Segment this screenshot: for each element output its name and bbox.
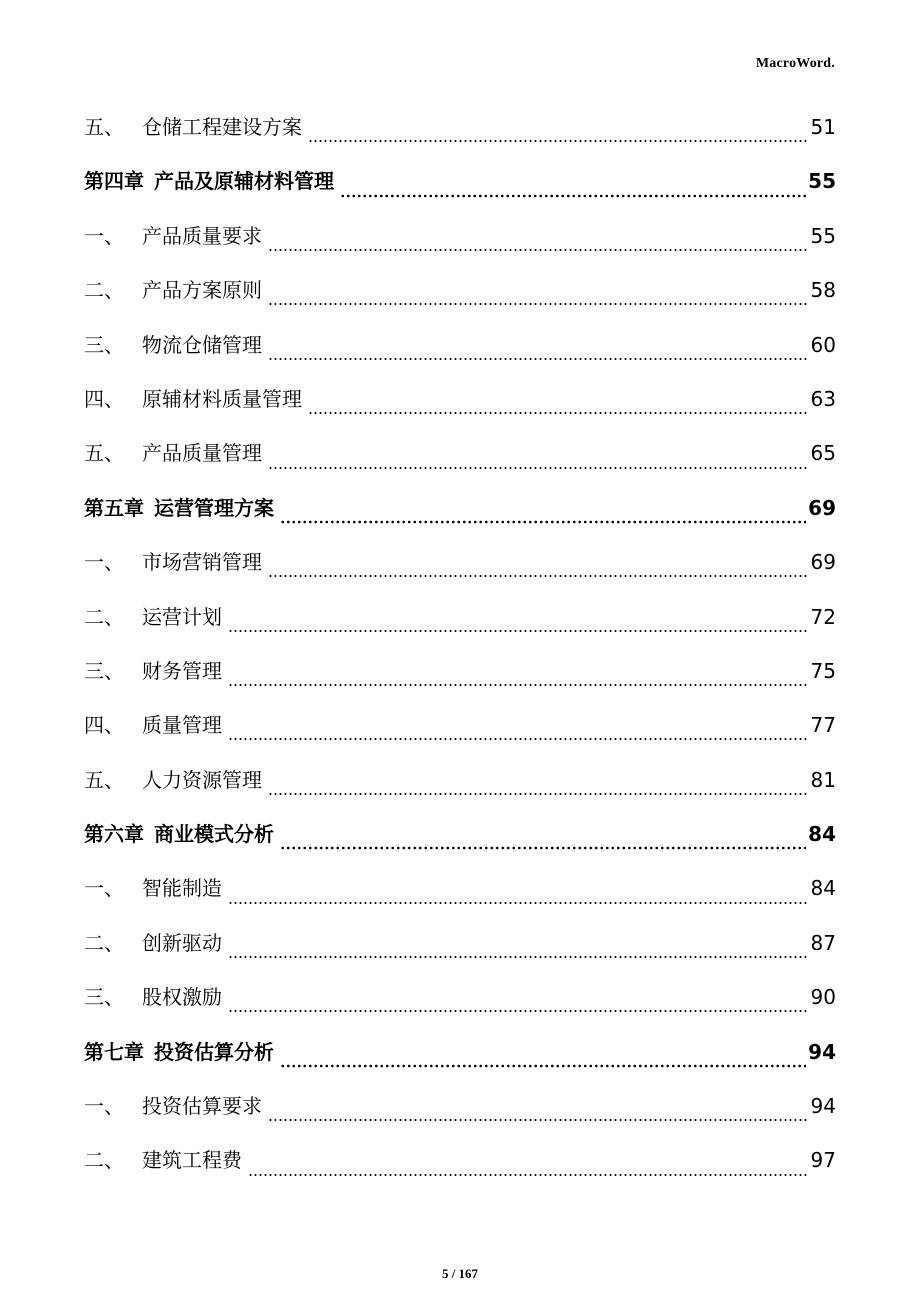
toc-chapter-entry[interactable] bbox=[84, 807, 836, 861]
toc-dot-leader bbox=[248, 1157, 809, 1177]
toc-chapter-entry[interactable] bbox=[84, 481, 836, 535]
toc-entry-title: 财务管理 bbox=[142, 658, 222, 683]
page-indicator: 5 / 167 bbox=[441, 1266, 479, 1281]
toc-entry-number: 五、 bbox=[84, 441, 124, 466]
toc-dot-leader bbox=[280, 1048, 806, 1068]
toc-entry-number: 三、 bbox=[84, 332, 124, 357]
toc-entry-page-number: 63 bbox=[810, 386, 836, 411]
toc-entry-title: 投资估算分析 bbox=[154, 1039, 274, 1064]
toc-chapter-entry[interactable] bbox=[84, 1025, 836, 1079]
toc-entry-number: 四、 bbox=[84, 713, 124, 738]
toc-entry-title: 股权激励 bbox=[142, 985, 222, 1010]
toc-entry-page-number: 84 bbox=[810, 876, 836, 901]
toc-section-entry[interactable] bbox=[84, 970, 836, 1024]
toc-entry-page-number: 58 bbox=[810, 278, 836, 303]
toc-dot-leader bbox=[308, 123, 809, 143]
toc-entry-page-number: 55 bbox=[810, 223, 836, 248]
toc-entry-page-number: 90 bbox=[810, 985, 836, 1010]
toc-entry-title: 产品质量管理 bbox=[142, 441, 262, 466]
toc-section-entry[interactable] bbox=[84, 426, 836, 480]
toc-entry-page-number: 55 bbox=[808, 169, 836, 194]
toc-entry-page-number: 94 bbox=[808, 1039, 836, 1064]
toc-entry-number: 五、 bbox=[84, 115, 124, 139]
toc-section-entry[interactable] bbox=[84, 590, 836, 644]
toc-dot-leader bbox=[280, 830, 806, 850]
toc-section-entry[interactable] bbox=[84, 209, 836, 263]
toc-dot-leader bbox=[228, 613, 809, 633]
toc-chapter-entry[interactable] bbox=[84, 154, 836, 208]
toc-entry-page-number: 60 bbox=[810, 332, 836, 357]
toc-entry-number: 二、 bbox=[84, 278, 124, 303]
toc-entry-title: 建筑工程费 bbox=[142, 1148, 242, 1173]
toc-entry-title: 仓储工程建设方案 bbox=[142, 115, 302, 139]
toc-dot-leader bbox=[228, 721, 809, 741]
toc-section-entry[interactable] bbox=[84, 263, 836, 317]
toc-entry-number: 一、 bbox=[84, 223, 124, 248]
toc-dot-leader bbox=[228, 667, 809, 687]
toc-dot-leader bbox=[268, 1102, 809, 1122]
toc-dot-leader bbox=[268, 341, 809, 361]
toc-dot-leader bbox=[268, 286, 809, 306]
toc-entry-title: 投资估算要求 bbox=[142, 1094, 262, 1119]
toc-entry-page-number: 77 bbox=[810, 713, 836, 738]
toc-section-entry[interactable] bbox=[84, 861, 836, 915]
toc-entry-title: 创新驱动 bbox=[142, 930, 222, 955]
toc-entry-number: 二、 bbox=[84, 930, 124, 955]
toc-section-entry[interactable] bbox=[84, 698, 836, 752]
toc-dot-leader bbox=[268, 232, 809, 252]
toc-entry-page-number: 94 bbox=[810, 1094, 836, 1119]
toc-dot-leader bbox=[340, 178, 806, 198]
toc-entry-title: 商业模式分析 bbox=[154, 822, 274, 847]
toc-entry-number: 一、 bbox=[84, 876, 124, 901]
toc-dot-leader bbox=[228, 885, 809, 905]
toc-section-entry[interactable] bbox=[84, 1133, 836, 1187]
header-brand: MacroWord. bbox=[755, 56, 835, 71]
toc-dot-leader bbox=[228, 939, 809, 959]
toc-dot-leader bbox=[228, 993, 809, 1013]
toc-entry-page-number: 84 bbox=[808, 822, 836, 847]
toc-entry-number: 第五章 bbox=[84, 495, 144, 520]
toc-entry-page-number: 69 bbox=[810, 550, 836, 575]
toc-section-entry[interactable] bbox=[84, 318, 836, 372]
toc-entry-number: 第六章 bbox=[84, 822, 144, 847]
toc-entry-title: 原辅材料质量管理 bbox=[142, 386, 302, 411]
toc-entry-number: 五、 bbox=[84, 767, 124, 792]
toc-entry-title: 运营计划 bbox=[142, 604, 222, 629]
toc-entry-number: 三、 bbox=[84, 985, 124, 1010]
toc-entry-number: 二、 bbox=[84, 1148, 124, 1173]
table-of-contents bbox=[84, 100, 836, 1188]
toc-entry-title: 产品及原辅材料管理 bbox=[154, 169, 334, 194]
toc-dot-leader bbox=[268, 776, 809, 796]
toc-dot-leader bbox=[268, 558, 809, 578]
toc-section-entry[interactable] bbox=[84, 916, 836, 970]
toc-entry-number: 第七章 bbox=[84, 1039, 144, 1064]
toc-section-entry[interactable] bbox=[84, 100, 836, 154]
toc-section-entry[interactable] bbox=[84, 535, 836, 589]
toc-entry-title: 产品质量要求 bbox=[142, 223, 262, 248]
toc-entry-number: 三、 bbox=[84, 658, 124, 683]
toc-entry-title: 智能制造 bbox=[142, 876, 222, 901]
toc-dot-leader bbox=[280, 504, 806, 524]
toc-entry-title: 运营管理方案 bbox=[154, 495, 274, 520]
toc-entry-page-number: 75 bbox=[810, 658, 836, 683]
toc-entry-title: 人力资源管理 bbox=[142, 767, 262, 792]
toc-entry-page-number: 72 bbox=[810, 604, 836, 629]
toc-entry-number: 第四章 bbox=[84, 169, 144, 194]
toc-entry-number: 二、 bbox=[84, 604, 124, 629]
toc-entry-page-number: 97 bbox=[810, 1148, 836, 1173]
toc-entry-page-number: 65 bbox=[810, 441, 836, 466]
toc-entry-number: 一、 bbox=[84, 1094, 124, 1119]
toc-entry-page-number: 87 bbox=[810, 930, 836, 955]
toc-entry-title: 质量管理 bbox=[142, 713, 222, 738]
toc-section-entry[interactable] bbox=[84, 1079, 836, 1133]
toc-entry-title: 市场营销管理 bbox=[142, 550, 262, 575]
toc-dot-leader bbox=[268, 450, 809, 470]
toc-section-entry[interactable] bbox=[84, 753, 836, 807]
toc-entry-title: 产品方案原则 bbox=[142, 278, 262, 303]
toc-entry-number: 四、 bbox=[84, 386, 124, 411]
toc-entry-page-number: 51 bbox=[810, 115, 836, 139]
toc-entry-number: 一、 bbox=[84, 550, 124, 575]
toc-dot-leader bbox=[308, 395, 809, 415]
toc-entry-page-number: 81 bbox=[810, 767, 836, 792]
toc-entry-title: 物流仓储管理 bbox=[142, 332, 262, 357]
toc-entry-page-number: 69 bbox=[808, 495, 836, 520]
toc-section-entry[interactable] bbox=[84, 644, 836, 698]
toc-section-entry[interactable] bbox=[84, 372, 836, 426]
